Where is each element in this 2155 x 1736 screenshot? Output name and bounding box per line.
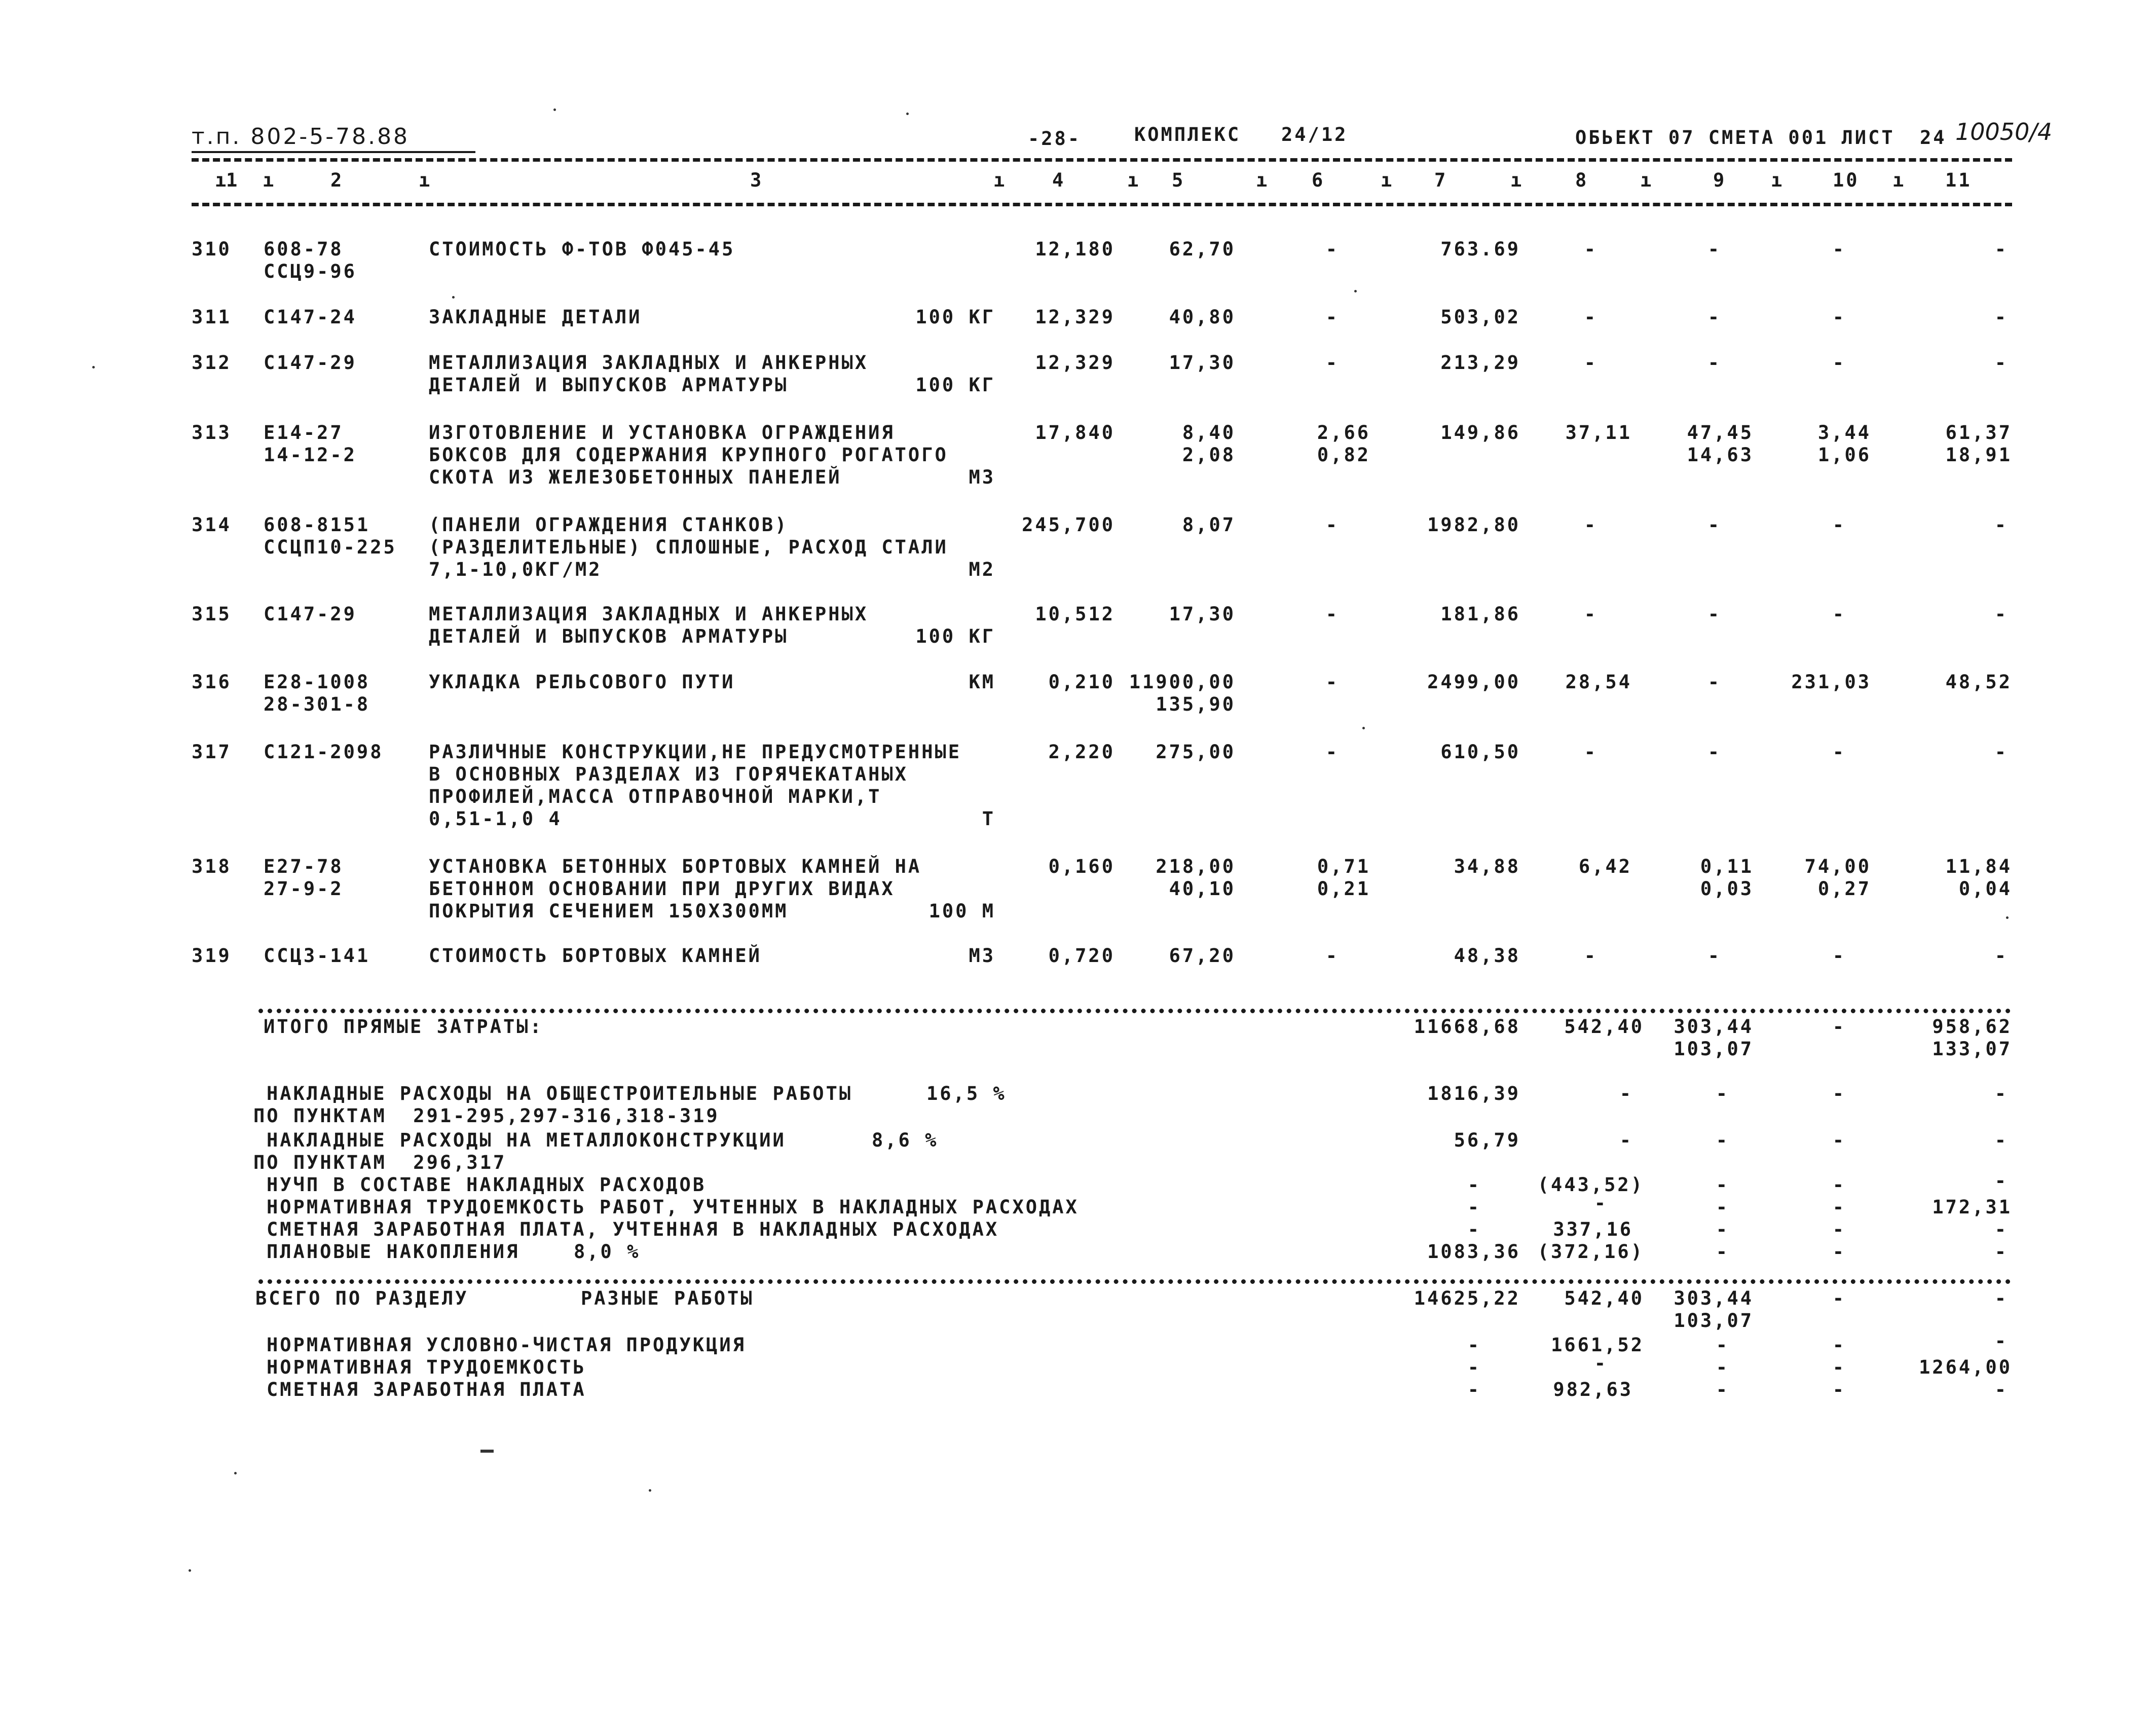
column-9-value: 47,45 xyxy=(1687,422,1754,444)
column-6-value: 0,82 xyxy=(1317,444,1370,466)
column-number-10: 10 xyxy=(1833,169,1860,191)
wage-overhead-c7: - xyxy=(1467,1218,1481,1240)
column-8-value: 6,42 xyxy=(1578,856,1632,877)
column-8-value: - xyxy=(1584,945,1597,967)
column-number-2: 2 xyxy=(330,169,344,191)
column-6-value: - xyxy=(1325,306,1339,328)
unit-price: 67,20 xyxy=(1169,945,1236,967)
section-total-label: ВСЕГО ПО РАЗДЕЛУ xyxy=(255,1287,469,1309)
row-number: 318 xyxy=(192,856,232,877)
column-8-value: - xyxy=(1584,306,1597,328)
quantity: 12,329 xyxy=(1035,306,1115,328)
handwritten-number: 10050/4 xyxy=(1955,118,2053,145)
rate-code: Е28-1008 xyxy=(264,671,370,693)
column-9-value: - xyxy=(1707,603,1721,625)
row-number: 319 xyxy=(192,945,232,967)
unit-of-measure: 100 КГ xyxy=(915,374,995,396)
overhead-metal-c11: - xyxy=(1994,1129,2008,1151)
column-10-value: - xyxy=(1832,238,1846,260)
column-separator: ı xyxy=(1771,169,1785,191)
rate-code: 608-8151 xyxy=(264,514,370,536)
unit-of-measure: М3 xyxy=(969,466,995,488)
labor-total-c7: - xyxy=(1467,1356,1481,1378)
column-9-value: - xyxy=(1707,306,1721,328)
work-description: ИЗГОТОВЛЕНИЕ И УСТАНОВКА ОГРАЖДЕНИЯ xyxy=(429,422,895,444)
column-11-value: - xyxy=(1994,514,2008,536)
document-reference: т.п. 802-5-78.88 xyxy=(192,124,410,150)
ncp-c7: - xyxy=(1467,1334,1481,1356)
column-separator: ı xyxy=(1256,169,1270,191)
section-total-c8: 542,40 xyxy=(1564,1287,1644,1309)
unit-price: 8,40 xyxy=(1182,422,1236,444)
direct-costs-label: ИТОГО ПРЯМЫЕ ЗАТРАТЫ: xyxy=(264,1016,543,1038)
page-number: -28- xyxy=(1028,128,1082,150)
column-11-value: 48,52 xyxy=(1945,671,2012,693)
column-6-value: 0,71 xyxy=(1317,856,1370,877)
scan-speck xyxy=(92,366,95,368)
column-separator: ı xyxy=(215,169,229,191)
column-number-5: 5 xyxy=(1172,169,1185,191)
quantity: 0,160 xyxy=(1048,856,1115,877)
wage-overhead-c8: 337,16 xyxy=(1553,1218,1633,1240)
unit-price: 40,10 xyxy=(1169,878,1236,900)
column-6-value: 0,21 xyxy=(1317,878,1370,900)
wage-overhead-c10: - xyxy=(1832,1218,1846,1240)
work-description: МЕТАЛЛИЗАЦИЯ ЗАКЛАДНЫХ И АНКЕРНЫХ xyxy=(429,603,869,625)
work-description: 7,1-10,0КГ/М2 xyxy=(429,559,602,580)
row-number: 312 xyxy=(192,352,232,374)
quantity: 245,700 xyxy=(1022,514,1115,536)
column-6-value: - xyxy=(1325,945,1339,967)
total-cost: 34,88 xyxy=(1454,856,1520,877)
nuchp-label: НУЧП В СОСТАВЕ НАКЛАДНЫХ РАСХОДОВ xyxy=(267,1174,707,1196)
wage-total-c8: 982,63 xyxy=(1553,1379,1633,1400)
total-cost: 1982,80 xyxy=(1427,514,1520,536)
column-11-value: - xyxy=(1994,945,2008,967)
column-11-value: - xyxy=(1994,603,2008,625)
scan-speck xyxy=(2006,916,2009,919)
column-11-value: - xyxy=(1994,306,2008,328)
column-8-value: - xyxy=(1584,741,1597,763)
column-11-value: 18,91 xyxy=(1945,444,2012,466)
column-9-value: - xyxy=(1707,238,1721,260)
row-number: 313 xyxy=(192,422,232,444)
overhead-general-c7: 1816,39 xyxy=(1427,1083,1520,1104)
work-description: БЕТОННОМ ОСНОВАНИИ ПРИ ДРУГИХ ВИДАХ xyxy=(429,878,895,900)
column-10-value: - xyxy=(1832,741,1846,763)
column-separator: ı xyxy=(1127,169,1141,191)
total-cost: 48,38 xyxy=(1454,945,1520,967)
column-8-value: - xyxy=(1584,238,1597,260)
column-number-3: 3 xyxy=(750,169,764,191)
labor-total-c8: - xyxy=(1594,1352,1608,1374)
column-6-value: - xyxy=(1325,352,1339,374)
total-cost: 2499,00 xyxy=(1427,671,1520,693)
column-number-6: 6 xyxy=(1312,169,1325,191)
column-9-value: 0,11 xyxy=(1700,856,1754,877)
column-10-value: - xyxy=(1832,603,1846,625)
column-10-value: - xyxy=(1832,352,1846,374)
total-cost: 213,29 xyxy=(1440,352,1520,374)
unit-price: 275,00 xyxy=(1156,741,1236,763)
quantity: 17,840 xyxy=(1035,422,1115,444)
direct-costs-c9-2: 103,07 xyxy=(1674,1038,1754,1060)
section-total-c10: - xyxy=(1832,1287,1846,1309)
work-description: РАЗЛИЧНЫЕ КОНСТРУКЦИИ,НЕ ПРЕДУСМОТРЕННЫЕ xyxy=(429,741,962,763)
direct-costs-c9-1: 303,44 xyxy=(1674,1016,1754,1038)
section-total-c9-2: 103,07 xyxy=(1674,1310,1754,1332)
rate-code: 14-12-2 xyxy=(264,444,357,466)
rate-code: Е14-27 xyxy=(264,422,344,444)
column-9-value: 0,03 xyxy=(1700,878,1754,900)
column-6-value: - xyxy=(1325,741,1339,763)
header-top-rule xyxy=(192,158,2012,162)
work-description: ЗАКЛАДНЫЕ ДЕТАЛИ xyxy=(429,306,642,328)
work-description: ПРОФИЛЕЙ,МАССА ОТПРАВОЧНОЙ МАРКИ,Т xyxy=(429,786,882,807)
direct-costs-c11-1: 958,62 xyxy=(1932,1016,2012,1038)
overhead-metal-c9: - xyxy=(1716,1129,1729,1151)
unit-price: 8,07 xyxy=(1182,514,1236,536)
row-number: 315 xyxy=(192,603,232,625)
unit-of-measure: М2 xyxy=(969,559,995,580)
column-6-value: - xyxy=(1325,238,1339,260)
work-description: БОКСОВ ДЛЯ СОДЕРЖАНИЯ КРУПНОГО РОГАТОГО xyxy=(429,444,948,466)
ncp-c9: - xyxy=(1716,1334,1729,1356)
column-number-9: 9 xyxy=(1713,169,1727,191)
column-9-value: - xyxy=(1707,945,1721,967)
column-11-value: 11,84 xyxy=(1945,856,2012,877)
total-cost: 610,50 xyxy=(1440,741,1520,763)
column-11-value: - xyxy=(1994,352,2008,374)
planned-savings-c7: 1083,36 xyxy=(1427,1241,1520,1263)
rate-code: 608-78 xyxy=(264,238,344,260)
row-number: 311 xyxy=(192,306,232,328)
wage-total-c7: - xyxy=(1467,1379,1481,1400)
quantity: 12,329 xyxy=(1035,352,1115,374)
column-separator: ı xyxy=(263,169,276,191)
scan-mark xyxy=(480,1450,494,1453)
section-total-c9-1: 303,44 xyxy=(1674,1287,1754,1309)
work-description: (ПАНЕЛИ ОГРАЖДЕНИЯ СТАНКОВ) xyxy=(429,514,789,536)
planned-savings-label: ПЛАНОВЫЕ НАКОПЛЕНИЯ xyxy=(267,1241,520,1263)
column-9-value: - xyxy=(1707,352,1721,374)
header-bottom-rule xyxy=(192,203,2012,206)
column-10-value: 74,00 xyxy=(1804,856,1871,877)
rate-code: С147-29 xyxy=(264,352,357,374)
wage-total-label: СМЕТНАЯ ЗАРАБОТНАЯ ПЛАТА xyxy=(267,1379,586,1400)
labor-norm-c7: - xyxy=(1467,1196,1481,1218)
column-separator: ı xyxy=(419,169,432,191)
column-10-value: 3,44 xyxy=(1817,422,1871,444)
labor-total-label: НОРМАТИВНАЯ ТРУДОЕМКОСТЬ xyxy=(267,1356,586,1378)
overhead-general-rate: 16,5 % xyxy=(926,1083,1007,1104)
rate-code: С147-29 xyxy=(264,603,357,625)
overhead-general-c10: - xyxy=(1832,1083,1846,1104)
ncp-label: НОРМАТИВНАЯ УСЛОВНО-ЧИСТАЯ ПРОДУКЦИЯ xyxy=(267,1334,746,1356)
overhead-metal-c7: 56,79 xyxy=(1454,1129,1520,1151)
row-number: 314 xyxy=(192,514,232,536)
quantity: 10,512 xyxy=(1035,603,1115,625)
ncp-c10: - xyxy=(1832,1334,1846,1356)
rate-code: ССЦП10-225 xyxy=(264,536,397,558)
scan-speck xyxy=(452,296,455,299)
wage-overhead-c11: - xyxy=(1994,1218,2008,1240)
rate-code: 27-9-2 xyxy=(264,878,344,900)
work-description: 0,51-1,0 4 xyxy=(429,808,562,830)
work-description: СТОИМОСТЬ БОРТОВЫХ КАМНЕЙ xyxy=(429,945,762,967)
column-11-value: - xyxy=(1994,238,2008,260)
wage-overhead-label: СМЕТНАЯ ЗАРАБОТНАЯ ПЛАТА, УЧТЕННАЯ В НАКЛАДНЫХ РАСХОДАХ xyxy=(267,1218,999,1240)
overhead-metal-rate: 8,6 % xyxy=(872,1129,939,1151)
column-9-value: - xyxy=(1707,671,1721,693)
labor-norm-c11: 172,31 xyxy=(1932,1196,2012,1218)
work-description: ПОКРЫТИЯ СЕЧЕНИЕМ 150Х300ММ xyxy=(429,900,789,922)
scan-speck xyxy=(189,1569,191,1572)
overhead-metal-label: НАКЛАДНЫЕ РАСХОДЫ НА МЕТАЛЛОКОНСТРУКЦИИ xyxy=(267,1129,786,1151)
scan-speck xyxy=(906,113,909,115)
direct-costs-c11-2: 133,07 xyxy=(1932,1038,2012,1060)
reference-underline xyxy=(192,151,475,153)
nuchp-c11: - xyxy=(1994,1170,2008,1192)
column-6-value: - xyxy=(1325,671,1339,693)
planned-savings-rate: 8,0 % xyxy=(574,1241,641,1263)
column-10-value: - xyxy=(1832,945,1846,967)
planned-savings-c9: - xyxy=(1716,1241,1729,1263)
rate-code: ССЦ3-141 xyxy=(264,945,370,967)
work-description: ДЕТАЛЕЙ И ВЫПУСКОВ АРМАТУРЫ xyxy=(429,374,789,396)
scan-speck xyxy=(649,1489,651,1492)
labor-norm-label: НОРМАТИВНАЯ ТРУДОЕМКОСТЬ РАБОТ, УЧТЕННЫХ В НАКЛАДНЫХ РАСХОДАХ xyxy=(267,1196,1079,1218)
overhead-general-label: НАКЛАДНЫЕ РАСХОДЫ НА ОБЩЕСТРОИТЕЛЬНЫЕ РАБОТЫ xyxy=(267,1083,853,1104)
column-separator: ı xyxy=(1381,169,1394,191)
work-description: ДЕТАЛЕЙ И ВЫПУСКОВ АРМАТУРЫ xyxy=(429,625,789,647)
column-8-value: 28,54 xyxy=(1565,671,1632,693)
column-6-value: 2,66 xyxy=(1317,422,1370,444)
column-separator: ı xyxy=(1510,169,1524,191)
column-separator: ı xyxy=(993,169,1007,191)
column-separator: ı xyxy=(1892,169,1906,191)
planned-savings-c10: - xyxy=(1832,1241,1846,1263)
row-number: 316 xyxy=(192,671,232,693)
unit-of-measure: 100 КГ xyxy=(915,625,995,647)
column-6-value: - xyxy=(1325,514,1339,536)
nuchp-c7: - xyxy=(1467,1174,1481,1196)
complex-number: 24/12 xyxy=(1281,124,1348,145)
column-10-value: - xyxy=(1832,306,1846,328)
labor-total-c11: 1264,00 xyxy=(1919,1356,2012,1378)
column-separator: ı xyxy=(1640,169,1654,191)
nuchp-c8: (443,52) xyxy=(1537,1174,1644,1196)
column-9-value: - xyxy=(1707,741,1721,763)
work-description: СТОИМОСТЬ Ф-ТОВ Ф045-45 xyxy=(429,238,735,260)
unit-price: 40,80 xyxy=(1169,306,1236,328)
complex-label: КОМПЛЕКС xyxy=(1134,124,1241,145)
work-description: СКОТА ИЗ ЖЕЛЕЗОБЕТОННЫХ ПАНЕЛЕЙ xyxy=(429,466,842,488)
column-number-4: 4 xyxy=(1052,169,1066,191)
work-description: (РАЗДЕЛИТЕЛЬНЫЕ) СПЛОШНЫЕ, РАСХОД СТАЛИ xyxy=(429,536,948,558)
labor-norm-c10: - xyxy=(1832,1196,1846,1218)
column-9-value: - xyxy=(1707,514,1721,536)
column-11-value: 61,37 xyxy=(1945,422,2012,444)
unit-of-measure: 100 КГ xyxy=(915,306,995,328)
column-11-value: 0,04 xyxy=(1958,878,2012,900)
direct-costs-c10: - xyxy=(1832,1016,1846,1038)
section-total-c11: - xyxy=(1994,1287,2008,1309)
work-description: УКЛАДКА РЕЛЬСОВОГО ПУТИ xyxy=(429,671,735,693)
rate-code: С147-24 xyxy=(264,306,357,328)
quantity: 2,220 xyxy=(1048,741,1115,763)
direct-costs-c7: 11668,68 xyxy=(1414,1016,1520,1038)
unit-price: 218,00 xyxy=(1156,856,1236,877)
column-8-value: - xyxy=(1584,603,1597,625)
section-total-c7: 14625,22 xyxy=(1414,1287,1520,1309)
unit-price: 11900,00 xyxy=(1129,671,1236,693)
unit-of-measure: 100 М xyxy=(928,900,995,922)
work-description: МЕТАЛЛИЗАЦИЯ ЗАКЛАДНЫХ И АНКЕРНЫХ xyxy=(429,352,869,374)
column-6-value: - xyxy=(1325,603,1339,625)
column-8-value: 37,11 xyxy=(1565,422,1632,444)
scan-speck xyxy=(553,108,556,111)
labor-total-c9: - xyxy=(1716,1356,1729,1378)
unit-price: 2,08 xyxy=(1182,444,1236,466)
overhead-general-points: ПО ПУНКТАМ 291-295,297-316,318-319 xyxy=(253,1105,720,1127)
quantity: 0,210 xyxy=(1048,671,1115,693)
column-10-value: - xyxy=(1832,514,1846,536)
section-name: РАЗНЫЕ РАБОТЫ xyxy=(581,1287,754,1309)
column-number-1: 1 xyxy=(226,169,240,191)
row-number: 310 xyxy=(192,238,232,260)
scan-speck xyxy=(1362,727,1365,729)
row-number: 317 xyxy=(192,741,232,763)
scan-speck xyxy=(234,1472,237,1474)
sheet-number: 24 xyxy=(1920,127,1947,149)
wage-total-c11: - xyxy=(1994,1379,2008,1400)
work-description: В ОСНОВНЫХ РАЗДЕЛАХ ИЗ ГОРЯЧЕКАТАНЫХ xyxy=(429,763,908,785)
wage-overhead-c9: - xyxy=(1716,1218,1729,1240)
column-number-11: 11 xyxy=(1945,169,1972,191)
total-cost: 149,86 xyxy=(1440,422,1520,444)
work-description: УСТАНОВКА БЕТОННЫХ БОРТОВЫХ КАМНЕЙ НА xyxy=(429,856,922,877)
ncp-c8: 1661,52 xyxy=(1551,1334,1644,1356)
column-10-value: 231,03 xyxy=(1791,671,1871,693)
column-8-value: - xyxy=(1584,514,1597,536)
labor-total-c10: - xyxy=(1832,1356,1846,1378)
total-cost: 503,02 xyxy=(1440,306,1520,328)
section-divider xyxy=(258,1279,2011,1284)
rate-code: 28-301-8 xyxy=(264,693,370,715)
rate-code: ССЦ9-96 xyxy=(264,261,357,282)
overhead-metal-c10: - xyxy=(1832,1129,1846,1151)
unit-price: 135,90 xyxy=(1156,693,1236,715)
nuchp-c10: - xyxy=(1832,1174,1846,1196)
scan-speck xyxy=(1354,290,1357,292)
planned-savings-c8: (372,16) xyxy=(1537,1241,1644,1263)
wage-total-c10: - xyxy=(1832,1379,1846,1400)
rate-code: Е27-78 xyxy=(264,856,344,877)
total-cost: 181,86 xyxy=(1440,603,1520,625)
column-number-8: 8 xyxy=(1575,169,1589,191)
unit-price: 62,70 xyxy=(1169,238,1236,260)
column-number-7: 7 xyxy=(1434,169,1448,191)
unit-of-measure: М3 xyxy=(969,945,995,967)
overhead-general-c8: - xyxy=(1619,1083,1633,1104)
column-11-value: - xyxy=(1994,741,2008,763)
unit-of-measure: Т xyxy=(982,808,995,830)
column-8-value: - xyxy=(1584,352,1597,374)
nuchp-c9: - xyxy=(1716,1174,1729,1196)
quantity: 12,180 xyxy=(1035,238,1115,260)
rate-code: С121-2098 xyxy=(264,741,384,763)
quantity: 0,720 xyxy=(1048,945,1115,967)
wage-total-c9: - xyxy=(1716,1379,1729,1400)
column-10-value: 0,27 xyxy=(1817,878,1871,900)
total-cost: 763.69 xyxy=(1440,238,1520,260)
unit-price: 17,30 xyxy=(1169,352,1236,374)
planned-savings-c11: - xyxy=(1994,1241,2008,1263)
overhead-general-c9: - xyxy=(1716,1083,1729,1104)
unit-price: 17,30 xyxy=(1169,603,1236,625)
object-estimate-sheet: ОБЬЕКТ 07 СМЕТА 001 ЛИСТ xyxy=(1575,127,1895,149)
ncp-c11: - xyxy=(1994,1330,2008,1352)
direct-costs-c8: 542,40 xyxy=(1564,1016,1644,1038)
column-10-value: 1,06 xyxy=(1817,444,1871,466)
overhead-general-c11: - xyxy=(1994,1083,2008,1104)
overhead-metal-c8: - xyxy=(1619,1129,1633,1151)
unit-of-measure: КМ xyxy=(969,671,995,693)
labor-norm-c9: - xyxy=(1716,1196,1729,1218)
overhead-metal-points: ПО ПУНКТАМ 296,317 xyxy=(253,1152,507,1173)
labor-norm-c8: - xyxy=(1594,1192,1608,1214)
column-9-value: 14,63 xyxy=(1687,444,1754,466)
totals-divider xyxy=(258,1009,2011,1013)
